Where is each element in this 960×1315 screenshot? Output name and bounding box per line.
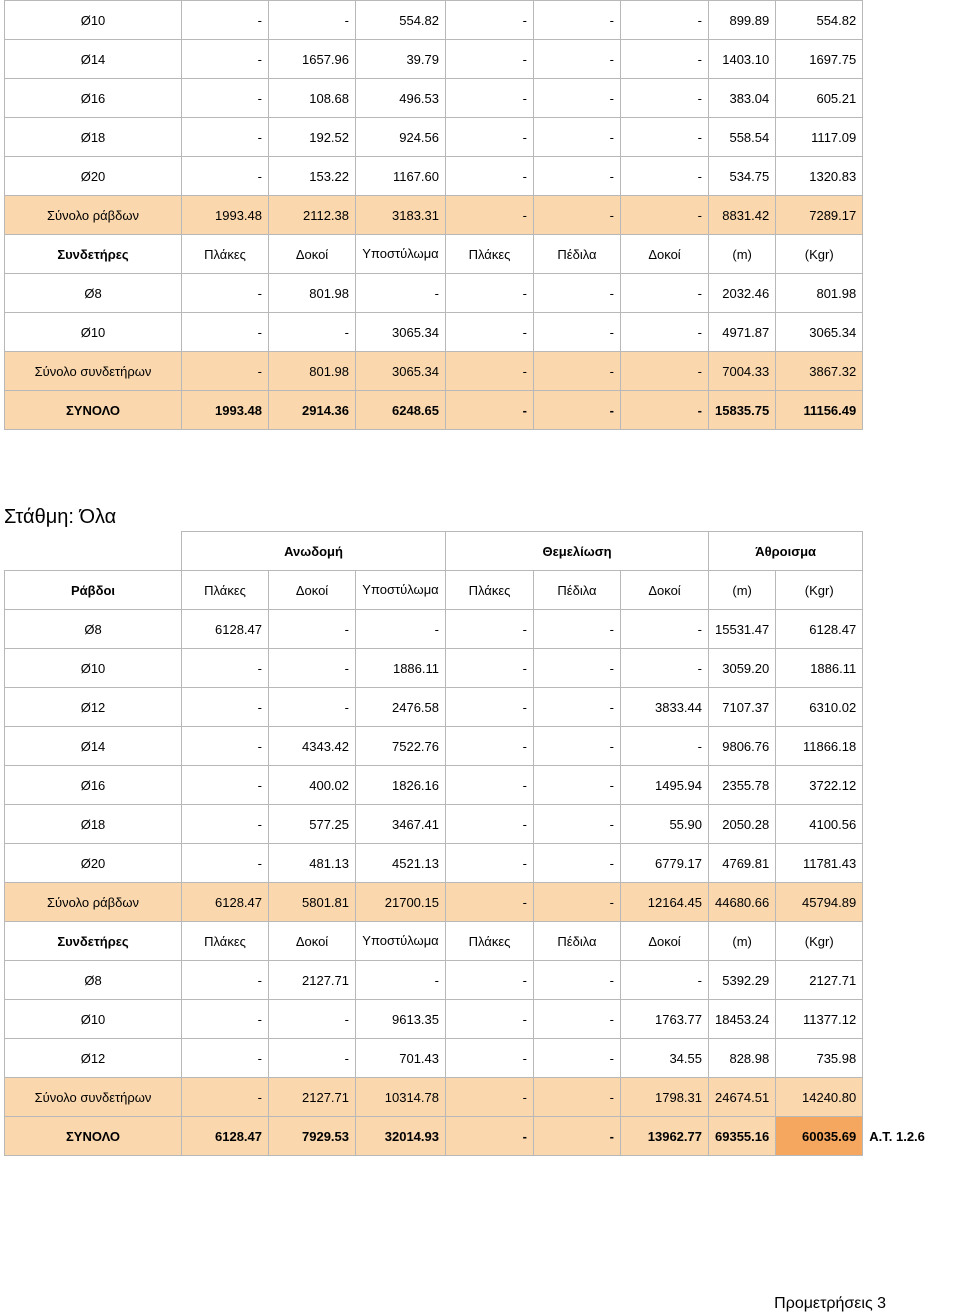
- table-cell: 7929.53: [269, 1117, 356, 1156]
- column-header: (Kgr): [776, 571, 863, 610]
- table-cell: 496.53: [356, 79, 446, 118]
- table-cell: 5801.81: [269, 883, 356, 922]
- column-header: Πλάκες: [182, 571, 269, 610]
- table-cell: -: [182, 1, 269, 40]
- table-cell: -: [182, 805, 269, 844]
- table-cell: -: [356, 274, 446, 313]
- table-cell: -: [446, 157, 534, 196]
- table-cell: 481.13: [269, 844, 356, 883]
- grand-total-row: [5, 1117, 958, 1156]
- group-header-row: [5, 532, 958, 571]
- table-cell: 7289.17: [776, 196, 863, 235]
- table-cell: -: [356, 961, 446, 1000]
- table-cell: -: [182, 274, 269, 313]
- group-header: Ανωδομή: [182, 532, 446, 571]
- table-cell: -: [621, 118, 709, 157]
- section-title: Στάθμη: Όλα: [4, 506, 117, 528]
- column-header: (Kgr): [776, 922, 863, 961]
- table-cell: -: [534, 79, 621, 118]
- table-cell: 801.98: [269, 274, 356, 313]
- table-cell: 1886.11: [776, 649, 863, 688]
- table-cell: 400.02: [269, 766, 356, 805]
- table-cell: 34.55: [621, 1039, 709, 1078]
- row-label: Ø20: [5, 157, 182, 196]
- table-cell: 108.68: [269, 79, 356, 118]
- table-cell: 1993.48: [182, 391, 269, 430]
- table-cell: 2355.78: [709, 766, 776, 805]
- table-cell: 2127.71: [269, 1078, 356, 1117]
- table-cell: -: [446, 1, 534, 40]
- table-cell: -: [621, 610, 709, 649]
- top-table: [4, 0, 863, 430]
- row-label: Ø10: [5, 649, 182, 688]
- table-cell: -: [621, 352, 709, 391]
- table-cell: 39.79: [356, 40, 446, 79]
- table-cell: 4521.13: [356, 844, 446, 883]
- table-cell: -: [446, 352, 534, 391]
- table-cell: 801.98: [269, 352, 356, 391]
- table-cell: 3059.20: [709, 649, 776, 688]
- table-cell: -: [534, 883, 621, 922]
- table-cell: -: [534, 766, 621, 805]
- table-cell: 554.82: [356, 1, 446, 40]
- table-cell: 605.21: [776, 79, 863, 118]
- empty-cell: [863, 922, 958, 961]
- table-cell: -: [182, 727, 269, 766]
- table-cell: -: [269, 610, 356, 649]
- table-row: [5, 1000, 958, 1039]
- table-cell: 2127.71: [269, 961, 356, 1000]
- table-cell: 701.43: [356, 1039, 446, 1078]
- empty-cell: [863, 610, 958, 649]
- table-cell: 1697.75: [776, 40, 863, 79]
- table-row: [5, 40, 863, 79]
- empty-cell: [863, 571, 958, 610]
- table-cell: 1167.60: [356, 157, 446, 196]
- table-cell: -: [534, 844, 621, 883]
- table-cell: -: [446, 961, 534, 1000]
- table-cell: -: [534, 961, 621, 1000]
- row-label: Σύνολο συνδετήρων: [5, 352, 182, 391]
- table-cell: -: [182, 961, 269, 1000]
- table-cell: -: [269, 1, 356, 40]
- table-cell: -: [534, 157, 621, 196]
- empty-cell: [863, 727, 958, 766]
- rods-total-row: [5, 883, 958, 922]
- column-header-label: Συνδετήρες: [5, 922, 182, 961]
- table-cell: 12164.45: [621, 883, 709, 922]
- table-cell: 6128.47: [182, 883, 269, 922]
- table-cell: -: [621, 79, 709, 118]
- table-cell: -: [534, 274, 621, 313]
- table-cell: 15835.75: [709, 391, 776, 430]
- table-cell: 69355.16: [709, 1117, 776, 1156]
- table-cell: 44680.66: [709, 883, 776, 922]
- table-cell: 1320.83: [776, 157, 863, 196]
- column-header: (m): [709, 235, 776, 274]
- table-cell: 3833.44: [621, 688, 709, 727]
- table-cell: -: [446, 79, 534, 118]
- table-cell: 6128.47: [182, 610, 269, 649]
- table-row: [5, 805, 958, 844]
- table-cell: -: [446, 196, 534, 235]
- empty-cell: [863, 844, 958, 883]
- table-cell: -: [182, 352, 269, 391]
- empty-cell: [863, 1000, 958, 1039]
- table-cell: -: [182, 313, 269, 352]
- column-header: Δοκοί: [621, 571, 709, 610]
- group-header: Θεμελίωση: [446, 532, 709, 571]
- column-header: Δοκοί: [621, 922, 709, 961]
- column-header: Υποστύλωμα: [356, 235, 446, 274]
- table-cell: -: [446, 688, 534, 727]
- rods-total-row: [5, 196, 863, 235]
- table-cell: -: [446, 649, 534, 688]
- table-cell: 577.25: [269, 805, 356, 844]
- table-cell: -: [534, 313, 621, 352]
- table-cell: 1763.77: [621, 1000, 709, 1039]
- table-cell: 1495.94: [621, 766, 709, 805]
- row-label: Ø8: [5, 610, 182, 649]
- grand-total-row: [5, 391, 863, 430]
- table-cell: -: [182, 649, 269, 688]
- row-label: Ø8: [5, 961, 182, 1000]
- table-cell: -: [446, 883, 534, 922]
- row-label: Ø16: [5, 79, 182, 118]
- table-cell: -: [446, 844, 534, 883]
- table-cell: 3183.31: [356, 196, 446, 235]
- empty-cell: [863, 532, 958, 571]
- column-header: Πλάκες: [182, 235, 269, 274]
- table-cell: 4769.81: [709, 844, 776, 883]
- table-row: [5, 766, 958, 805]
- table-cell: -: [621, 961, 709, 1000]
- table-cell: 6128.47: [182, 1117, 269, 1156]
- column-header: Πέδιλα: [534, 922, 621, 961]
- table-cell: -: [621, 196, 709, 235]
- table-cell: 3065.34: [356, 352, 446, 391]
- table-cell: -: [621, 157, 709, 196]
- table-cell: -: [269, 1000, 356, 1039]
- table-row: [5, 118, 863, 157]
- table-cell: 8831.42: [709, 196, 776, 235]
- table-cell: 383.04: [709, 79, 776, 118]
- table-cell: -: [446, 1078, 534, 1117]
- table-cell: 1117.09: [776, 118, 863, 157]
- table-cell: -: [534, 610, 621, 649]
- column-header-label: Συνδετήρες: [5, 235, 182, 274]
- table-cell: -: [534, 118, 621, 157]
- row-label: Ø10: [5, 1000, 182, 1039]
- table-row: [5, 79, 863, 118]
- column-header: Πέδιλα: [534, 571, 621, 610]
- table-cell: -: [446, 274, 534, 313]
- column-header: Πέδιλα: [534, 235, 621, 274]
- table-cell: -: [446, 727, 534, 766]
- table-cell: 4100.56: [776, 805, 863, 844]
- table-row: [5, 1039, 958, 1078]
- table-cell: 45794.89: [776, 883, 863, 922]
- table-cell: -: [182, 766, 269, 805]
- table-row: [5, 649, 958, 688]
- table-cell: 11377.12: [776, 1000, 863, 1039]
- table-cell: 1886.11: [356, 649, 446, 688]
- row-label: Ø12: [5, 688, 182, 727]
- table-cell: -: [182, 1039, 269, 1078]
- main-table: [4, 531, 958, 1156]
- row-label: Ø20: [5, 844, 182, 883]
- table-cell: -: [446, 766, 534, 805]
- table-cell: -: [534, 196, 621, 235]
- table-cell: 15531.47: [709, 610, 776, 649]
- column-header: Υποστύλωμα: [356, 571, 446, 610]
- table-cell: 554.82: [776, 1, 863, 40]
- table-cell: -: [534, 40, 621, 79]
- row-label: Ø10: [5, 1, 182, 40]
- table-cell: 9806.76: [709, 727, 776, 766]
- table-cell: -: [534, 688, 621, 727]
- stirrups-total-row: [5, 1078, 958, 1117]
- table-cell: -: [446, 391, 534, 430]
- table-cell: -: [269, 688, 356, 727]
- column-header: Πλάκες: [446, 571, 534, 610]
- table-cell: -: [621, 40, 709, 79]
- table-cell: 1798.31: [621, 1078, 709, 1117]
- table-cell: -: [356, 610, 446, 649]
- table-cell: -: [534, 1000, 621, 1039]
- table-cell: 7522.76: [356, 727, 446, 766]
- table-cell: 2032.46: [709, 274, 776, 313]
- page-footer: Προμετρήσεις 3: [774, 1295, 886, 1312]
- table-cell: -: [534, 1117, 621, 1156]
- table-cell: -: [621, 313, 709, 352]
- table-cell: -: [534, 352, 621, 391]
- table-cell: -: [446, 1000, 534, 1039]
- row-label: Ø16: [5, 766, 182, 805]
- annotation-label: Α.Τ. 1.2.6: [869, 1128, 925, 1144]
- table-cell: 7107.37: [709, 688, 776, 727]
- table-cell: -: [182, 157, 269, 196]
- table-cell: 153.22: [269, 157, 356, 196]
- table-cell: 6128.47: [776, 610, 863, 649]
- table-cell: 10314.78: [356, 1078, 446, 1117]
- table-cell: 828.98: [709, 1039, 776, 1078]
- table-row: [5, 610, 958, 649]
- empty-cell: [863, 649, 958, 688]
- column-header: Πλάκες: [182, 922, 269, 961]
- table-cell: 899.89: [709, 1, 776, 40]
- table-cell: 55.90: [621, 805, 709, 844]
- table-cell: 9613.35: [356, 1000, 446, 1039]
- row-label: Σύνολο ράβδων: [5, 196, 182, 235]
- table-cell: -: [446, 40, 534, 79]
- table-row: [5, 727, 958, 766]
- table-cell: 2476.58: [356, 688, 446, 727]
- row-label: ΣΥΝΟΛΟ: [5, 1117, 182, 1156]
- table-row: [5, 961, 958, 1000]
- table-cell: 534.75: [709, 157, 776, 196]
- table-cell: -: [621, 391, 709, 430]
- table-cell: 21700.15: [356, 883, 446, 922]
- table-cell: 2050.28: [709, 805, 776, 844]
- empty-cell: [863, 688, 958, 727]
- column-header: Δοκοί: [269, 235, 356, 274]
- row-label: Σύνολο ράβδων: [5, 883, 182, 922]
- row-label: Ø12: [5, 1039, 182, 1078]
- table-cell: -: [446, 805, 534, 844]
- row-label: Ø18: [5, 118, 182, 157]
- table-cell: 7004.33: [709, 352, 776, 391]
- table-cell: -: [621, 274, 709, 313]
- empty-cell: [5, 532, 182, 571]
- table-cell: -: [534, 649, 621, 688]
- table-cell: 3467.41: [356, 805, 446, 844]
- table-cell: -: [534, 1, 621, 40]
- table-cell: -: [534, 1078, 621, 1117]
- table-cell: 1826.16: [356, 766, 446, 805]
- table-row: [5, 274, 863, 313]
- table-cell: -: [182, 79, 269, 118]
- table-cell: -: [182, 688, 269, 727]
- row-label: Σύνολο συνδετήρων: [5, 1078, 182, 1117]
- row-label: Ø10: [5, 313, 182, 352]
- column-header: (m): [709, 922, 776, 961]
- table-cell: 14240.80: [776, 1078, 863, 1117]
- table-cell: -: [182, 118, 269, 157]
- table-row: [5, 313, 863, 352]
- table-cell: 801.98: [776, 274, 863, 313]
- table-cell: 6779.17: [621, 844, 709, 883]
- column-header-row: [5, 922, 958, 961]
- table-cell: 4971.87: [709, 313, 776, 352]
- table-cell: 13962.77: [621, 1117, 709, 1156]
- empty-cell: [863, 883, 958, 922]
- empty-cell: [863, 961, 958, 1000]
- table-cell: -: [446, 610, 534, 649]
- table-cell: 6310.02: [776, 688, 863, 727]
- table-cell: -: [182, 40, 269, 79]
- table-cell: -: [269, 1039, 356, 1078]
- table-cell: -: [621, 727, 709, 766]
- table-cell: -: [534, 727, 621, 766]
- table-cell: 11156.49: [776, 391, 863, 430]
- table-cell: 11781.43: [776, 844, 863, 883]
- row-label: Ø14: [5, 40, 182, 79]
- column-header: (m): [709, 571, 776, 610]
- table-cell: -: [446, 118, 534, 157]
- empty-cell: [863, 1078, 958, 1117]
- table-cell: 2127.71: [776, 961, 863, 1000]
- table-cell: 1993.48: [182, 196, 269, 235]
- empty-cell: [863, 1039, 958, 1078]
- empty-cell: [863, 805, 958, 844]
- table-cell: -: [446, 1117, 534, 1156]
- table-cell: 558.54: [709, 118, 776, 157]
- table-cell: 6248.65: [356, 391, 446, 430]
- row-label: Ø8: [5, 274, 182, 313]
- table-cell: 4343.42: [269, 727, 356, 766]
- table-row: [5, 844, 958, 883]
- column-header: (Kgr): [776, 235, 863, 274]
- table-row: [5, 688, 958, 727]
- table-cell: 11866.18: [776, 727, 863, 766]
- table-cell: 60035.69: [776, 1117, 863, 1156]
- table-cell: 3722.12: [776, 766, 863, 805]
- table-cell: -: [446, 313, 534, 352]
- table-cell: 924.56: [356, 118, 446, 157]
- table-cell: 24674.51: [709, 1078, 776, 1117]
- table-cell: -: [621, 649, 709, 688]
- table-cell: -: [182, 844, 269, 883]
- table-cell: 3867.32: [776, 352, 863, 391]
- table-cell: 3065.34: [776, 313, 863, 352]
- table-row: [5, 157, 863, 196]
- column-header-row: [5, 571, 958, 610]
- column-header: Δοκοί: [269, 922, 356, 961]
- table-cell: -: [621, 1, 709, 40]
- table-cell: 18453.24: [709, 1000, 776, 1039]
- table-cell: 1403.10: [709, 40, 776, 79]
- table-cell: -: [269, 313, 356, 352]
- table-cell: 192.52: [269, 118, 356, 157]
- column-header: Δοκοί: [621, 235, 709, 274]
- table-cell: -: [534, 391, 621, 430]
- column-header: Δοκοί: [269, 571, 356, 610]
- table-cell: 2112.38: [269, 196, 356, 235]
- table-cell: -: [534, 1039, 621, 1078]
- table-cell: -: [182, 1078, 269, 1117]
- table-cell: 32014.93: [356, 1117, 446, 1156]
- table-cell: -: [182, 1000, 269, 1039]
- column-header: Υποστύλωμα: [356, 922, 446, 961]
- table-cell: 2914.36: [269, 391, 356, 430]
- row-label: ΣΥΝΟΛΟ: [5, 391, 182, 430]
- table-cell: -: [534, 805, 621, 844]
- column-header: Πλάκες: [446, 922, 534, 961]
- column-header: Πλάκες: [446, 235, 534, 274]
- stirrups-total-row: [5, 352, 863, 391]
- table-cell: 1657.96: [269, 40, 356, 79]
- row-label: Ø14: [5, 727, 182, 766]
- column-header-label: Ράβδοι: [5, 571, 182, 610]
- table-cell: 5392.29: [709, 961, 776, 1000]
- table-cell: 735.98: [776, 1039, 863, 1078]
- table-row: [5, 1, 863, 40]
- group-header: Άθροισμα: [709, 532, 863, 571]
- table-cell: -: [269, 649, 356, 688]
- empty-cell: [863, 766, 958, 805]
- column-header-row: [5, 235, 863, 274]
- table-cell: 3065.34: [356, 313, 446, 352]
- row-label: Ø18: [5, 805, 182, 844]
- table-cell: -: [446, 1039, 534, 1078]
